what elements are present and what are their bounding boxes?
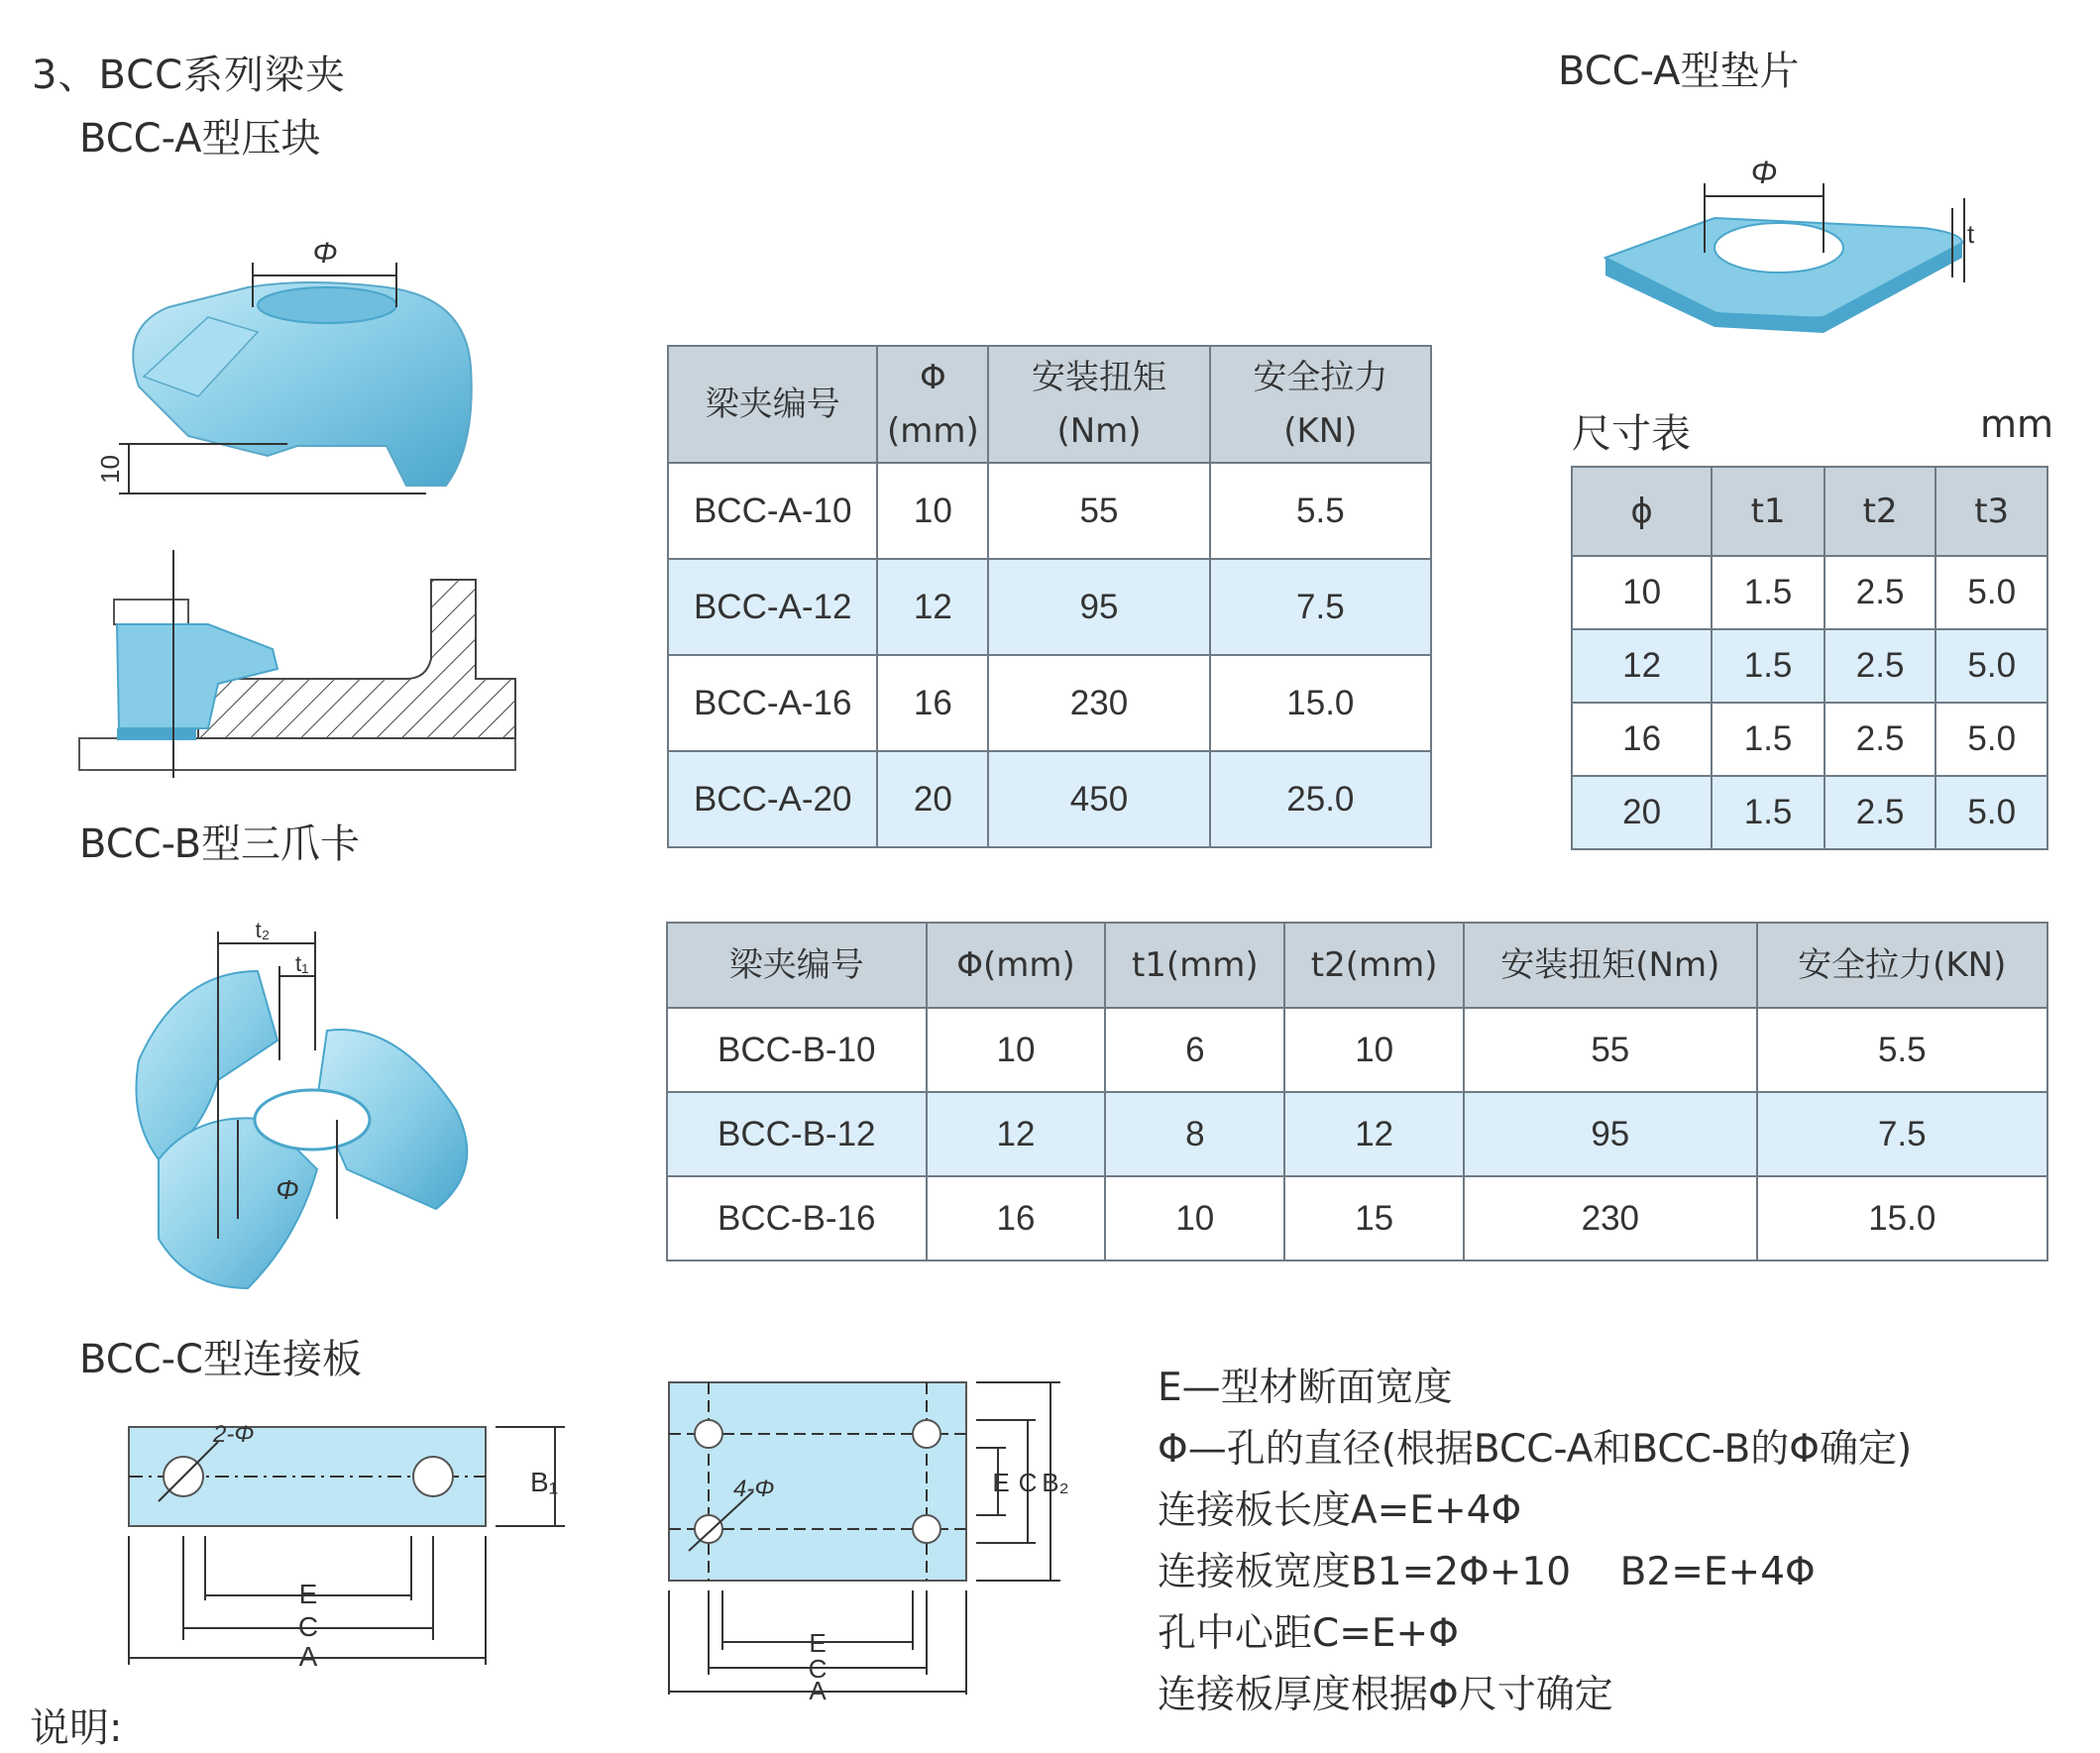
table-cell: 10 bbox=[877, 463, 988, 559]
washer-header-row bbox=[1572, 467, 2047, 556]
washer-dimension-table bbox=[1571, 466, 2048, 850]
table-cell: BCC-A-16 bbox=[668, 655, 877, 751]
type-a-header-row bbox=[668, 346, 1431, 463]
table-cell: 5.0 bbox=[1935, 629, 2047, 703]
table-row bbox=[1572, 629, 2047, 703]
type-b-header-cell: 梁夹编号 bbox=[667, 923, 927, 1008]
type-c-title: BCC-C型连接板 bbox=[79, 1337, 362, 1382]
table-row bbox=[1572, 776, 2047, 849]
notes-block bbox=[1158, 1358, 1912, 1726]
table-cell: 8 bbox=[1105, 1092, 1284, 1176]
table-cell: BCC-A-12 bbox=[668, 559, 877, 655]
type-a-clamp-illustration bbox=[89, 218, 505, 505]
table-cell: 12 bbox=[877, 559, 988, 655]
table-cell: 7.5 bbox=[1757, 1092, 2047, 1176]
table-row bbox=[668, 559, 1431, 655]
type-a-clamp-title: BCC-A型压块 bbox=[79, 116, 321, 162]
table-row bbox=[1572, 556, 2047, 629]
washer-table-unit: mm bbox=[1980, 402, 2054, 446]
type-b-header-cell: 安装扭矩(Nm) bbox=[1464, 923, 1756, 1008]
type-b-t2-label: t₂ bbox=[255, 918, 271, 942]
table-row bbox=[667, 1008, 2047, 1092]
table-cell: BCC-B-16 bbox=[667, 1176, 927, 1260]
table-cell: 16 bbox=[927, 1176, 1106, 1260]
four-hole-a-label: A bbox=[809, 1676, 827, 1699]
type-a-header-cell: Φ (mm) bbox=[877, 346, 988, 463]
table-cell: 5.5 bbox=[1757, 1008, 2047, 1092]
b1-label: B₁ bbox=[530, 1467, 559, 1497]
washer-header-cell: t2 bbox=[1824, 467, 1936, 556]
type-b-header-cell: 安全拉力(KN) bbox=[1757, 923, 2047, 1008]
table-cell: 95 bbox=[988, 559, 1209, 655]
table-cell: 10 bbox=[927, 1008, 1106, 1092]
table-cell: 2.5 bbox=[1824, 776, 1936, 849]
type-a-spec-table bbox=[667, 345, 1432, 848]
four-hole-c-side-label: C bbox=[1018, 1468, 1038, 1497]
table-cell: 20 bbox=[1572, 776, 1712, 849]
table-cell: 5.5 bbox=[1210, 463, 1431, 559]
washer-phi-label: Φ bbox=[1750, 155, 1778, 190]
type-a-washer-illustration bbox=[1596, 139, 2012, 337]
type-c-two-hole-drawing bbox=[119, 1402, 585, 1680]
table-cell: 2.5 bbox=[1824, 629, 1936, 703]
two-hole-c-label: C bbox=[297, 1611, 319, 1642]
note-line: E—型材断面宽度 bbox=[1158, 1366, 1453, 1410]
table-row bbox=[667, 1092, 2047, 1176]
note-line: 连接板长度A=E+4Φ bbox=[1158, 1488, 1522, 1533]
four-hole-c-label: C bbox=[808, 1654, 828, 1684]
type-a-header-cell: 安装扭矩 (Nm) bbox=[988, 346, 1209, 463]
two-hole-a-label: A bbox=[298, 1641, 318, 1672]
table-row bbox=[668, 751, 1431, 847]
note-line: 连接板宽度B1=2Φ+10 B2=E+4Φ bbox=[1158, 1550, 1816, 1594]
table-row bbox=[667, 1176, 2047, 1260]
table-cell: 1.5 bbox=[1712, 556, 1824, 629]
note-line: 连接板厚度根据Φ尺寸确定 bbox=[1158, 1673, 1613, 1717]
type-a-header-cell: 梁夹编号 bbox=[668, 346, 877, 463]
b2-label: B₂ bbox=[1042, 1468, 1069, 1497]
washer-table-title: 尺寸表 bbox=[1572, 411, 1691, 457]
table-cell: 15 bbox=[1284, 1176, 1464, 1260]
table-cell: 5.0 bbox=[1935, 776, 2047, 849]
table-cell: 1.5 bbox=[1712, 776, 1824, 849]
type-b-header-cell: t2(mm) bbox=[1284, 923, 1464, 1008]
table-cell: 16 bbox=[877, 655, 988, 751]
table-cell: 1.5 bbox=[1712, 703, 1824, 776]
type-c-four-hole-drawing bbox=[659, 1372, 1095, 1699]
table-row bbox=[1572, 703, 2047, 776]
footer-label: 说明: bbox=[30, 1705, 123, 1751]
washer-header-cell: t1 bbox=[1712, 467, 1824, 556]
type-b-t1-label: t₁ bbox=[295, 951, 309, 976]
four-hole-label: 4-Φ bbox=[733, 1476, 775, 1502]
table-cell: 2.5 bbox=[1824, 556, 1936, 629]
table-cell: 10 bbox=[1572, 556, 1712, 629]
table-cell: 12 bbox=[927, 1092, 1106, 1176]
table-cell: 1.5 bbox=[1712, 629, 1824, 703]
table-cell: 450 bbox=[988, 751, 1209, 847]
type-b-phi-label: Φ bbox=[276, 1174, 299, 1205]
type-b-header-cell: t1(mm) bbox=[1105, 923, 1284, 1008]
section-title: 3、BCC系列梁夹 bbox=[32, 53, 347, 98]
note-line: 孔中心距C=E+Φ bbox=[1158, 1611, 1459, 1656]
table-cell: 12 bbox=[1572, 629, 1712, 703]
table-cell: BCC-A-20 bbox=[668, 751, 877, 847]
table-cell: 20 bbox=[877, 751, 988, 847]
table-cell: 95 bbox=[1464, 1092, 1756, 1176]
table-cell: 230 bbox=[988, 655, 1209, 751]
type-b-title: BCC-B型三爪卡 bbox=[79, 822, 361, 867]
table-row bbox=[668, 655, 1431, 751]
washer-header-cell: t3 bbox=[1935, 467, 2047, 556]
table-cell: 55 bbox=[1464, 1008, 1756, 1092]
table-cell: 12 bbox=[1284, 1092, 1464, 1176]
type-a-section-drawing bbox=[69, 540, 525, 788]
clamp-height-label: 10 bbox=[95, 455, 125, 484]
type-a-header-cell: 安全拉力 (KN) bbox=[1210, 346, 1431, 463]
table-cell: 6 bbox=[1105, 1008, 1284, 1092]
table-cell: BCC-B-12 bbox=[667, 1092, 927, 1176]
washer-header-cell: ϕ bbox=[1572, 467, 1712, 556]
table-cell: 230 bbox=[1464, 1176, 1756, 1260]
table-cell: 15.0 bbox=[1757, 1176, 2047, 1260]
table-cell: 10 bbox=[1284, 1008, 1464, 1092]
type-b-spec-table bbox=[666, 922, 2048, 1261]
four-hole-e-side-label: E bbox=[992, 1468, 1010, 1497]
table-cell: 5.0 bbox=[1935, 703, 2047, 776]
table-cell: 10 bbox=[1105, 1176, 1284, 1260]
table-cell: 55 bbox=[988, 463, 1209, 559]
table-cell: BCC-B-10 bbox=[667, 1008, 927, 1092]
table-cell: 7.5 bbox=[1210, 559, 1431, 655]
table-cell: 5.0 bbox=[1935, 556, 2047, 629]
washer-t-label: t bbox=[1967, 219, 1975, 249]
table-cell: 25.0 bbox=[1210, 751, 1431, 847]
two-hole-label: 2-Φ bbox=[213, 1421, 255, 1448]
note-line: Φ—孔的直径(根据BCC-A和BCC-B的Φ确定) bbox=[1158, 1427, 1913, 1472]
table-cell: 2.5 bbox=[1824, 703, 1936, 776]
table-cell: 15.0 bbox=[1210, 655, 1431, 751]
type-b-header-row bbox=[667, 923, 2047, 1008]
type-a-washer-title: BCC-A型垫片 bbox=[1558, 49, 1800, 94]
clamp-phi-label: Φ bbox=[312, 237, 338, 270]
two-hole-e-label: E bbox=[298, 1579, 318, 1609]
type-b-illustration bbox=[99, 912, 515, 1308]
table-row bbox=[668, 463, 1431, 559]
table-cell: BCC-A-10 bbox=[668, 463, 877, 559]
four-hole-e-label: E bbox=[809, 1628, 827, 1658]
type-b-header-cell: Φ(mm) bbox=[927, 923, 1106, 1008]
table-cell: 16 bbox=[1572, 703, 1712, 776]
